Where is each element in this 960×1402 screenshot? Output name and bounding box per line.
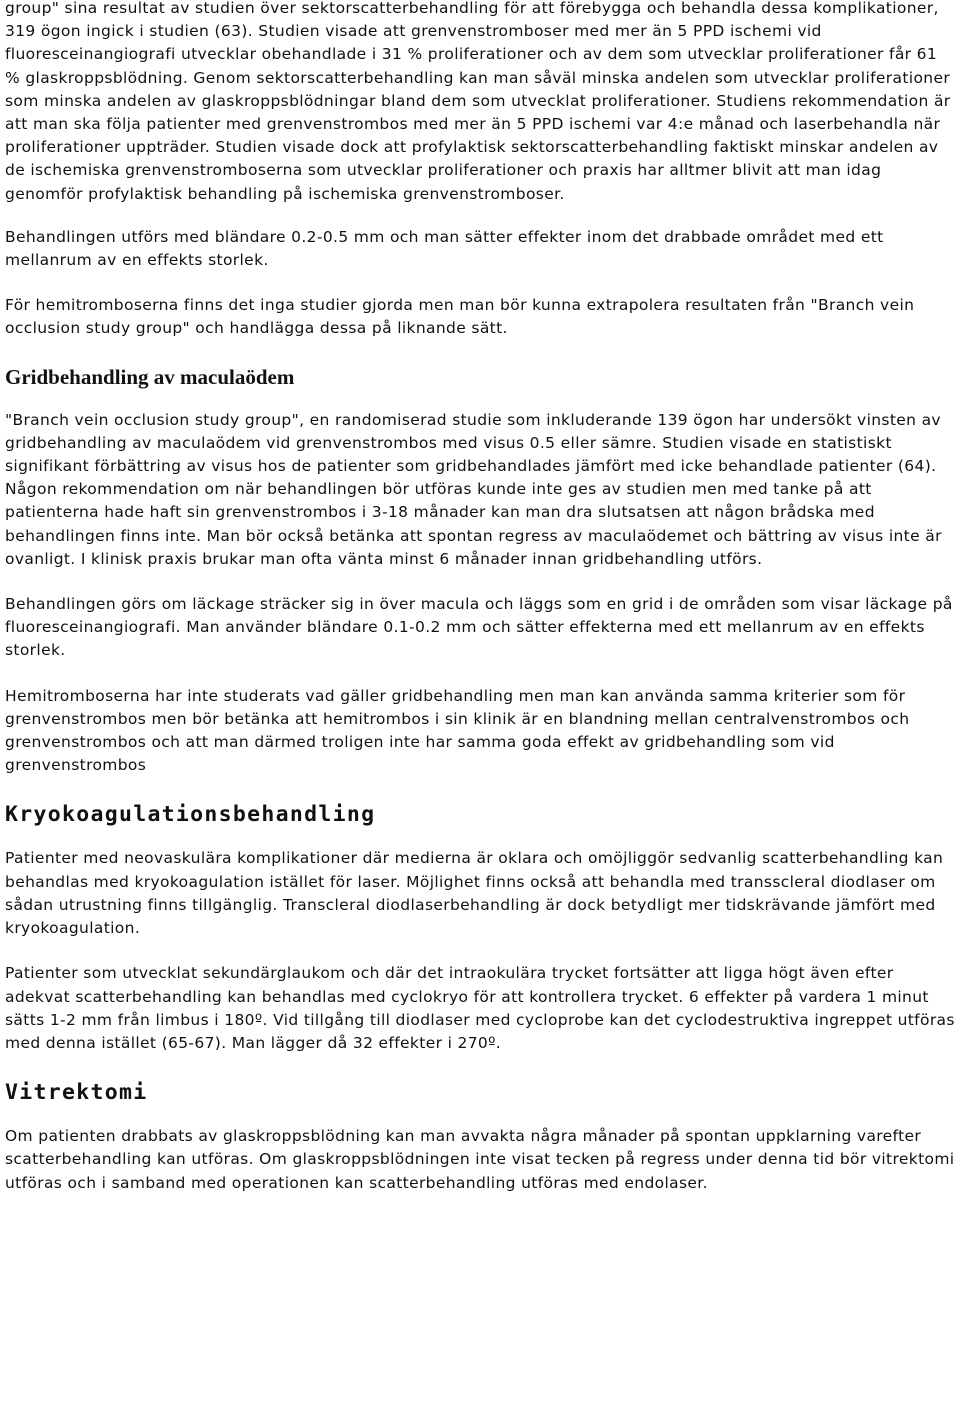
paragraph-grid-study: "Branch vein occlusion study group", en randomiserad studie som inkluderande 139 ögon har undersökt vinsten av gridbehandling av maculaödem vid grenvenstrombos med visus 0.5 eller sämre. Studien visade en statistiskt signifikant förbättring av visus hos de patienter som gridbehandlades jämfört med icke behandlade patienter (64). Någon rekommendation om när behandlingen bör utföras kunde inte ges av studien men med tanke på att patienterna hade haft sin grenvenstrombos i 3-18 månader kan man dra slutsatsen att någon brådska med behandlingen finns inte. Man bör också betänka att spontan regress av maculaödemet och bättring av visus inte är ovanligt. I klinisk praxis brukar man ofta vänta minst 6 månader innan gridbehandling utförs. [5,410,942,568]
paragraph-cryocoagulation: Patienter med neovaskulära komplikationer där medierna är oklara och omöjliggör sedvanlig scatterbehandling kan behandlas med kryokoagulation istället för laser. Möjlighet finns också att behandla med transscleral diodlaser om sådan utrustning finns tillgänglig. Transcleral diodlaserbehandling är dock betydligt mer tidskrävande jämfört med kryokoagulation. [5,849,944,938]
paragraph-vitrectomy: Om patienten drabbats av glaskroppsblödning kan man avvakta några månader på spontan uppklarning varefter scatterbehandling kan utföras. Om glaskroppsblödningen inte visat tecken på regress under denna tid bör vitrektomi utföras och i samband med operationen kan scatterbehandling utföras med endolaser. [5,1127,955,1192]
paragraph-grid-procedure: Behandlingen görs om läckage sträcker sig in över macula och läggs som en grid i de områden som visar läckage på fluoresceinangiografi. Man använder bländare 0.1-0.2 mm och sätter effekterna med ett mellanrum av en effekts storlek. [5,595,953,660]
paragraph-grid-hemithrombosis: Hemitromboserna har inte studerats vad gäller gridbehandling men man kan använda samma kriterier som för grenvenstrombos men bör betänka att hemitrombos i sin klinik är en blandning mellan centralvenstrombos och grenvenstrombos och att man därmed troligen inte har samma goda effekt av gridbehandling som vid grenvenstrombos [5,686,910,775]
paragraph-sector-scatter-study: group" sina resultat av studien över sektorscatterbehandling för att förebygga och behandla dessa komplikationer, 319 ögon ingick i studien (63). Studien visade att grenvenstromboser med mer än 5 PPD ischemi vid fluoresceinangiografi utvecklar obehandlade i 31 % proliferationer och av dem som utvecklar proliferationer får 61 % glaskroppsblödning. Genom sektorscatterbehandling kan man såväl minska andelen som utvecklar proliferationer som minska andelen av glaskroppsblödningar bland dem som utvecklat proliferationer. Studiens rekommendation är att man ska följa patienter med grenvenstrombos med mer än 5 PPD ischemi var 4:e månad och laserbehandla när proliferationer uppträder. Studien visade dock att profylaktisk sektorscatterbehandling faktiskt minskar andelen av de ischemiska grenvenstromboserna som utvecklar proliferationer och praxis har alltmer blivit att man idag genomför profylaktisk behandling på ischemiska grenvenstromboser. [5,0,951,203]
paragraph-hemithrombosis: För hemitromboserna finns det inga studier gjorda men man bör kunna extrapolera resultaten från "Branch vein occlusion study group" och handlägga dessa på liknande sätt. [5,296,915,338]
heading-grid-treatment: Gridbehandling av maculaödem [5,364,295,389]
paragraph-secondary-glaucoma: Patienter som utvecklat sekundärglaukom och där det intraokulära trycket fortsätter att ligga högt även efter adekvat scatterbehandling kan behandlas med cyclokryo för att kontrollera trycket. 6 effekter på vardera 1 minut sätts 1-2 mm från limbus i 180º. Vid tillgång till diodlaser med cycloprobe kan det cyclodestruktiva ingreppet utföras med denna istället (65-67). Man lägger då 32 effekter i 270º. [5,964,955,1052]
paragraph-treatment-aperture: Behandlingen utförs med bländare 0.2-0.5 mm och man sätter effekter inom det drabbade området med ett mellanrum av en effekts storlek. [5,227,884,270]
document-page [5,0,957,1195]
heading-cryocoagulation: Kryokoagulationsbehandling [5,802,376,828]
heading-vitrectomy: Vitrektomi [5,1080,148,1106]
